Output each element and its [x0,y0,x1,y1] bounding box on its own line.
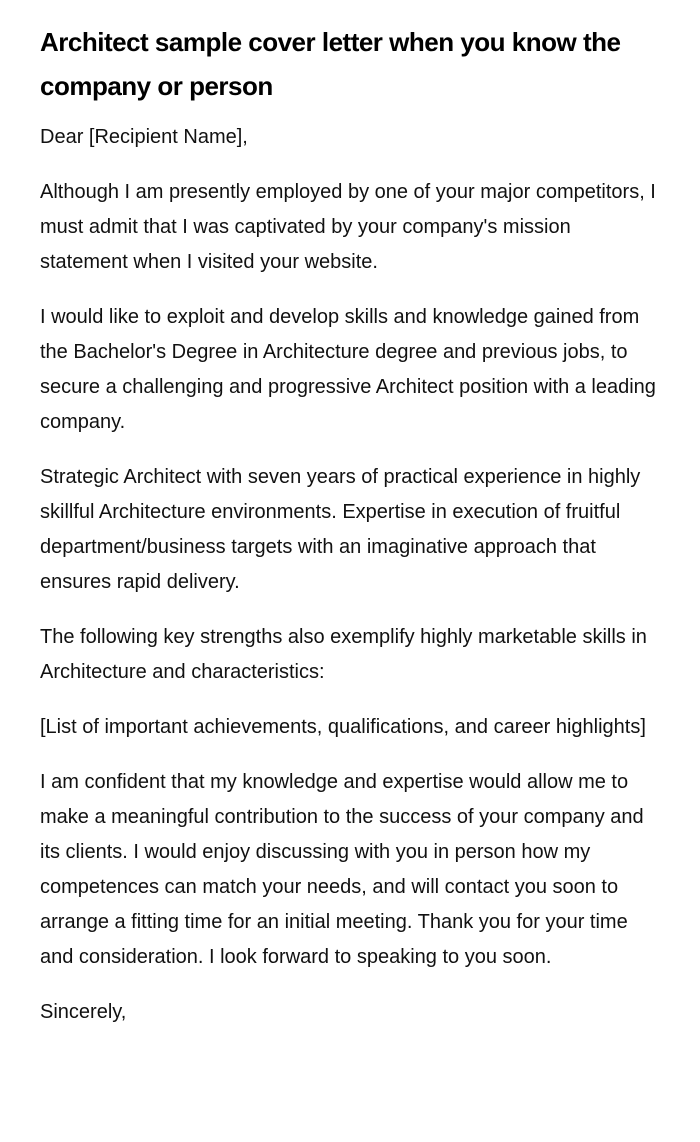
letter-greeting: Dear [Recipient Name], [40,126,248,148]
letter-paragraph-objective: I would like to exploit and develop skills and knowledge gained from the Bachelor's Degree in Architecture degree and previous jobs, to secure a challenging and progressive Architect position with a leading company. [40,306,656,433]
letter-paragraph-intro: Although I am presently employed by one of your major competitors, I must admit that I was captivated by your company's mission statement when I visited your website. [40,181,656,273]
page-title: Architect sample cover letter when you know the company or person [40,27,621,101]
letter-paragraph-strengths: The following key strengths also exemplify highly marketable skills in Architecture and characteristics: [40,626,647,683]
letter-paragraph-experience: Strategic Architect with seven years of practical experience in highly skillful Architecture environments. Expertise in execution of fruitful department/business targets with an imaginative approach that ensures rapid delivery. [40,466,641,593]
letter-closing: Sincerely, [40,1001,127,1023]
letter-paragraph-conclusion: I am confident that my knowledge and expertise would allow me to make a meaningful contribution to the success of your company and its clients. I would enjoy discussing with you in person how my competences can match your needs, and will contact you soon to arrange a fitting time for an initial meeting. Thank you for your time and consideration. I look forward to speaking to you soon. [40,771,644,968]
letter-paragraph-achievements-placeholder: [List of important achievements, qualifications, and career highlights] [40,716,646,738]
